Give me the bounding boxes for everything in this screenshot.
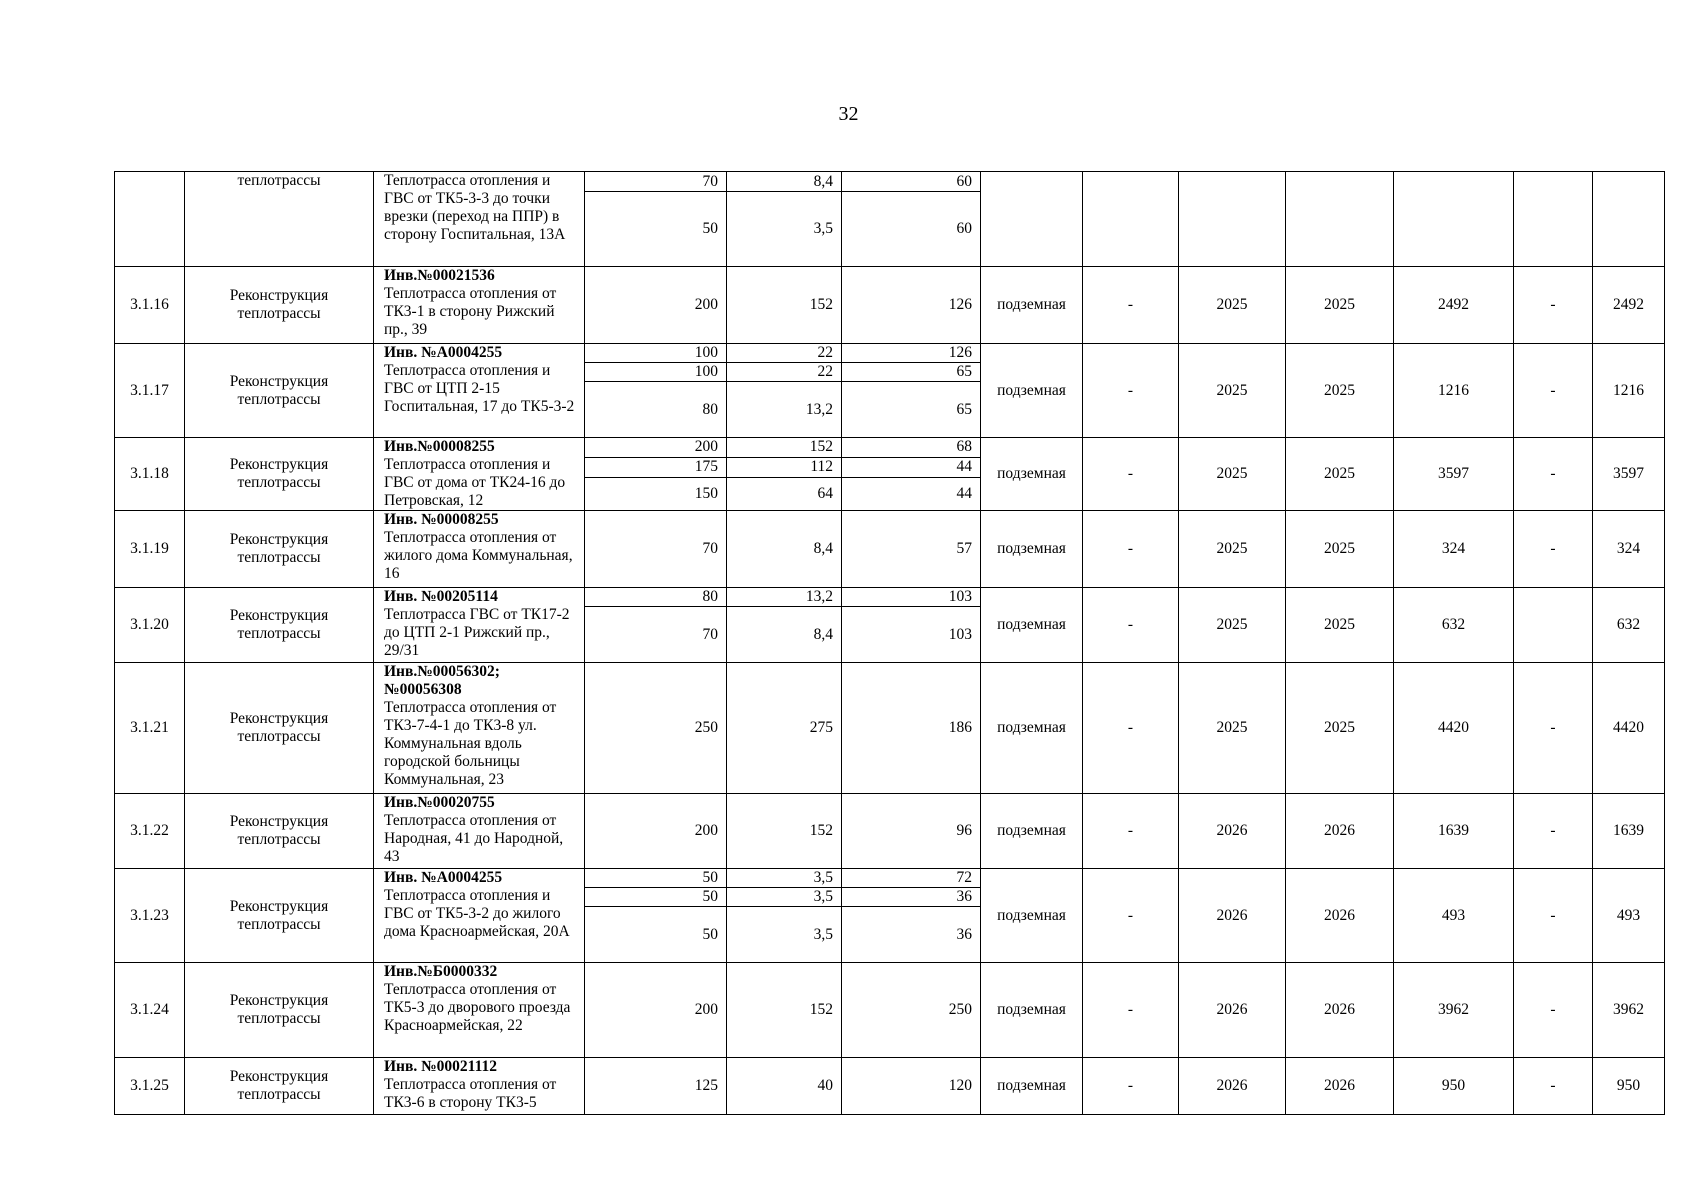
pipe-value: 152 bbox=[727, 267, 842, 344]
pipe-length: 65 bbox=[842, 382, 981, 438]
table-body bbox=[115, 172, 1665, 1115]
pipe-diameter: 125 bbox=[585, 1058, 727, 1115]
end-year: 2026 bbox=[1286, 1058, 1394, 1115]
pipe-value: 3,5 bbox=[727, 888, 842, 907]
description-text: Теплотрасса отопления от ТК3-6 в сторону ТК3-5 bbox=[384, 1076, 557, 1111]
work-type: Реконструкция теплотрассы bbox=[185, 588, 374, 663]
pipe-length: 60 bbox=[842, 192, 981, 267]
total-value: 3962 bbox=[1593, 963, 1665, 1058]
cost-value: 3962 bbox=[1394, 963, 1514, 1058]
laying-type: подземная bbox=[981, 511, 1083, 588]
work-type: Реконструкция теплотрассы bbox=[185, 1058, 374, 1115]
item-number: 3.1.20 bbox=[115, 588, 185, 663]
table-row bbox=[115, 663, 1665, 794]
pipe-diameter: 250 bbox=[585, 663, 727, 794]
cost-value: 950 bbox=[1394, 1058, 1514, 1115]
table-row bbox=[115, 794, 1665, 869]
end-year: 2025 bbox=[1286, 511, 1394, 588]
start-year: 2026 bbox=[1179, 1058, 1286, 1115]
item-number: 3.1.25 bbox=[115, 1058, 185, 1115]
cost-value bbox=[1394, 172, 1514, 267]
column-6: - bbox=[1083, 344, 1179, 438]
inventory-number: Инв.№00021536 bbox=[384, 267, 495, 284]
inventory-number: Инв. №А0004255 bbox=[384, 869, 503, 886]
inventory-number: Инв. №00008255 bbox=[384, 511, 499, 528]
pipe-value: 22 bbox=[727, 344, 842, 363]
pipe-value: 3,5 bbox=[727, 907, 842, 963]
pipe-length: 60 bbox=[842, 172, 981, 192]
end-year: 2025 bbox=[1286, 344, 1394, 438]
table-row bbox=[115, 267, 1665, 344]
pipe-value: 22 bbox=[727, 363, 842, 382]
work-type: Реконструкция теплотрассы bbox=[185, 344, 374, 438]
column-10: - bbox=[1514, 344, 1593, 438]
table-row bbox=[115, 1058, 1665, 1115]
pipe-value: 152 bbox=[727, 963, 842, 1058]
cost-value: 1216 bbox=[1394, 344, 1514, 438]
work-type: Реконструкция теплотрассы bbox=[185, 663, 374, 794]
inventory-number: Инв. №А0004255 bbox=[384, 344, 503, 361]
page-number: 32 bbox=[838, 103, 859, 125]
item-number: 3.1.21 bbox=[115, 663, 185, 794]
column-10: - bbox=[1514, 267, 1593, 344]
start-year: 2026 bbox=[1179, 869, 1286, 963]
column-6: - bbox=[1083, 267, 1179, 344]
object-description bbox=[374, 869, 585, 963]
table-row bbox=[115, 344, 1665, 363]
start-year: 2025 bbox=[1179, 267, 1286, 344]
item-number: 3.1.18 bbox=[115, 438, 185, 511]
item-number: 3.1.17 bbox=[115, 344, 185, 438]
object-description bbox=[374, 267, 585, 344]
work-type: Реконструкция теплотрассы bbox=[185, 869, 374, 963]
cost-value: 632 bbox=[1394, 588, 1514, 663]
description-text: Теплотрасса отопления от Народная, 41 до Народной, 43 bbox=[384, 812, 564, 865]
pipe-value: 152 bbox=[727, 794, 842, 869]
description-text: Теплотрасса отопления и ГВС от ЦТП 2-15 Госпитальная, 17 до ТК5-3-2 bbox=[384, 362, 575, 415]
end-year: 2025 bbox=[1286, 267, 1394, 344]
column-10: - bbox=[1514, 663, 1593, 794]
work-type: Реконструкция теплотрассы bbox=[185, 267, 374, 344]
pipe-value: 8,4 bbox=[727, 172, 842, 192]
table-row bbox=[115, 172, 1665, 192]
pipe-length: 36 bbox=[842, 907, 981, 963]
object-description bbox=[374, 438, 585, 511]
column-6: - bbox=[1083, 511, 1179, 588]
column-6 bbox=[1083, 172, 1179, 267]
total-value: 2492 bbox=[1593, 267, 1665, 344]
table-row bbox=[115, 963, 1665, 1058]
inventory-number: Инв.№00020755 bbox=[384, 794, 495, 811]
pipe-value: 152 bbox=[727, 438, 842, 458]
object-description bbox=[374, 1058, 585, 1115]
inventory-number: Инв. №00205114 bbox=[384, 588, 498, 605]
work-type: Реконструкция теплотрассы bbox=[185, 511, 374, 588]
pipe-diameter: 70 bbox=[585, 172, 727, 192]
total-value bbox=[1593, 172, 1665, 267]
cost-value: 3597 bbox=[1394, 438, 1514, 511]
pipe-value: 13,2 bbox=[727, 382, 842, 438]
cost-value: 1639 bbox=[1394, 794, 1514, 869]
pipe-length: 103 bbox=[842, 588, 981, 607]
pipe-value: 112 bbox=[727, 457, 842, 477]
work-type: теплотрассы bbox=[185, 172, 374, 267]
item-number: 3.1.24 bbox=[115, 963, 185, 1058]
pipe-length: 44 bbox=[842, 477, 981, 510]
pipe-diameter: 70 bbox=[585, 607, 727, 663]
column-10: - bbox=[1514, 869, 1593, 963]
pipe-length: 120 bbox=[842, 1058, 981, 1115]
start-year: 2025 bbox=[1179, 438, 1286, 511]
column-6: - bbox=[1083, 1058, 1179, 1115]
column-10: - bbox=[1514, 511, 1593, 588]
end-year bbox=[1286, 172, 1394, 267]
end-year: 2025 bbox=[1286, 588, 1394, 663]
laying-type: подземная bbox=[981, 588, 1083, 663]
column-10: - bbox=[1514, 1058, 1593, 1115]
pipe-value: 8,4 bbox=[727, 511, 842, 588]
pipe-value: 13,2 bbox=[727, 588, 842, 607]
table-row bbox=[115, 438, 1665, 458]
description-text: Теплотрасса отопления и ГВС от ТК5-3-2 до жилого дома Красноармейская, 20А bbox=[384, 887, 570, 940]
pipe-length: 68 bbox=[842, 438, 981, 458]
pipe-length: 36 bbox=[842, 888, 981, 907]
start-year: 2025 bbox=[1179, 344, 1286, 438]
end-year: 2025 bbox=[1286, 438, 1394, 511]
pipe-length: 103 bbox=[842, 607, 981, 663]
item-number bbox=[115, 172, 185, 267]
column-6: - bbox=[1083, 869, 1179, 963]
laying-type bbox=[981, 172, 1083, 267]
total-value: 324 bbox=[1593, 511, 1665, 588]
pipe-length: 126 bbox=[842, 267, 981, 344]
pipe-length: 65 bbox=[842, 363, 981, 382]
laying-type: подземная bbox=[981, 963, 1083, 1058]
column-6: - bbox=[1083, 963, 1179, 1058]
table-row bbox=[115, 869, 1665, 888]
total-value: 493 bbox=[1593, 869, 1665, 963]
pipe-diameter: 80 bbox=[585, 382, 727, 438]
description-text: Теплотрасса отопления от ТК3-7-4-1 до ТК3-8 ул. Коммунальная вдоль городской больницы Коммунальная, 23 bbox=[384, 699, 557, 788]
inventory-number: Инв.№00008255 bbox=[384, 438, 495, 455]
total-value: 632 bbox=[1593, 588, 1665, 663]
work-type: Реконструкция теплотрассы bbox=[185, 438, 374, 511]
cost-value: 324 bbox=[1394, 511, 1514, 588]
work-type: Реконструкция теплотрассы bbox=[185, 963, 374, 1058]
pipe-length: 44 bbox=[842, 457, 981, 477]
cost-value: 2492 bbox=[1394, 267, 1514, 344]
inventory-number: Инв.№Б0000332 bbox=[384, 963, 498, 980]
column-10 bbox=[1514, 588, 1593, 663]
column-6: - bbox=[1083, 438, 1179, 511]
laying-type: подземная bbox=[981, 344, 1083, 438]
start-year: 2025 bbox=[1179, 663, 1286, 794]
pipe-length: 72 bbox=[842, 869, 981, 888]
column-6: - bbox=[1083, 794, 1179, 869]
pipe-diameter: 200 bbox=[585, 438, 727, 458]
end-year: 2026 bbox=[1286, 794, 1394, 869]
pipe-diameter: 150 bbox=[585, 477, 727, 510]
description-text: Теплотрасса отопления от жилого дома Коммунальная, 16 bbox=[384, 529, 573, 582]
pipe-diameter: 200 bbox=[585, 267, 727, 344]
pipe-value: 275 bbox=[727, 663, 842, 794]
object-description bbox=[374, 663, 585, 794]
laying-type: подземная bbox=[981, 267, 1083, 344]
object-description bbox=[374, 794, 585, 869]
heating-network-table bbox=[114, 171, 1665, 1115]
description-text: Теплотрасса отопления и ГВС от ТК5-3-3 до точки врезки (переход на ППР) в сторону Госпитальная, 13А bbox=[384, 172, 566, 243]
column-10 bbox=[1514, 172, 1593, 267]
pipe-diameter: 50 bbox=[585, 869, 727, 888]
item-number: 3.1.19 bbox=[115, 511, 185, 588]
object-description bbox=[374, 344, 585, 438]
pipe-length: 126 bbox=[842, 344, 981, 363]
pipe-diameter: 80 bbox=[585, 588, 727, 607]
total-value: 1216 bbox=[1593, 344, 1665, 438]
total-value: 4420 bbox=[1593, 663, 1665, 794]
end-year: 2026 bbox=[1286, 869, 1394, 963]
pipe-diameter: 50 bbox=[585, 192, 727, 267]
object-description bbox=[374, 511, 585, 588]
laying-type: подземная bbox=[981, 438, 1083, 511]
pipe-length: 186 bbox=[842, 663, 981, 794]
start-year: 2026 bbox=[1179, 794, 1286, 869]
end-year: 2025 bbox=[1286, 663, 1394, 794]
object-description bbox=[374, 963, 585, 1058]
column-10: - bbox=[1514, 794, 1593, 869]
item-number: 3.1.16 bbox=[115, 267, 185, 344]
item-number: 3.1.23 bbox=[115, 869, 185, 963]
pipe-value: 8,4 bbox=[727, 607, 842, 663]
object-description bbox=[374, 588, 585, 663]
item-number: 3.1.22 bbox=[115, 794, 185, 869]
start-year bbox=[1179, 172, 1286, 267]
end-year: 2026 bbox=[1286, 963, 1394, 1058]
laying-type: подземная bbox=[981, 1058, 1083, 1115]
object-description bbox=[374, 172, 585, 267]
pipe-length: 250 bbox=[842, 963, 981, 1058]
total-value: 1639 bbox=[1593, 794, 1665, 869]
column-6: - bbox=[1083, 588, 1179, 663]
description-text: Теплотрасса отопления и ГВС от дома от ТК24-16 до Петровская, 12 bbox=[384, 456, 566, 509]
total-value: 950 bbox=[1593, 1058, 1665, 1115]
pipe-diameter: 100 bbox=[585, 344, 727, 363]
column-10: - bbox=[1514, 963, 1593, 1058]
cost-value: 4420 bbox=[1394, 663, 1514, 794]
pipe-length: 57 bbox=[842, 511, 981, 588]
pipe-value: 40 bbox=[727, 1058, 842, 1115]
inventory-number: Инв.№00056302; №00056308 bbox=[384, 663, 500, 698]
start-year: 2026 bbox=[1179, 963, 1286, 1058]
pipe-value: 64 bbox=[727, 477, 842, 510]
column-10: - bbox=[1514, 438, 1593, 511]
description-text: Теплотрасса отопления от ТК3-1 в сторону Рижский пр., 39 bbox=[384, 285, 557, 338]
cost-value: 493 bbox=[1394, 869, 1514, 963]
laying-type: подземная bbox=[981, 869, 1083, 963]
table-row bbox=[115, 511, 1665, 588]
pipe-diameter: 100 bbox=[585, 363, 727, 382]
laying-type: подземная bbox=[981, 663, 1083, 794]
pipe-diameter: 200 bbox=[585, 794, 727, 869]
pipe-diameter: 50 bbox=[585, 888, 727, 907]
pipe-diameter: 175 bbox=[585, 457, 727, 477]
pipe-diameter: 50 bbox=[585, 907, 727, 963]
inventory-number: Инв. №00021112 bbox=[384, 1058, 497, 1075]
start-year: 2025 bbox=[1179, 588, 1286, 663]
description-text: Теплотрасса ГВС от ТК17-2 до ЦТП 2-1 Рижский пр., 29/31 bbox=[384, 606, 570, 659]
start-year: 2025 bbox=[1179, 511, 1286, 588]
description-text: Теплотрасса отопления от ТК5-3 до дворового проезда Красноармейская, 22 bbox=[384, 981, 571, 1034]
column-6: - bbox=[1083, 663, 1179, 794]
table-row bbox=[115, 588, 1665, 607]
pipe-value: 3,5 bbox=[727, 192, 842, 267]
laying-type: подземная bbox=[981, 794, 1083, 869]
pipe-diameter: 200 bbox=[585, 963, 727, 1058]
pipe-length: 96 bbox=[842, 794, 981, 869]
work-type: Реконструкция теплотрассы bbox=[185, 794, 374, 869]
total-value: 3597 bbox=[1593, 438, 1665, 511]
pipe-diameter: 70 bbox=[585, 511, 727, 588]
pipe-value: 3,5 bbox=[727, 869, 842, 888]
